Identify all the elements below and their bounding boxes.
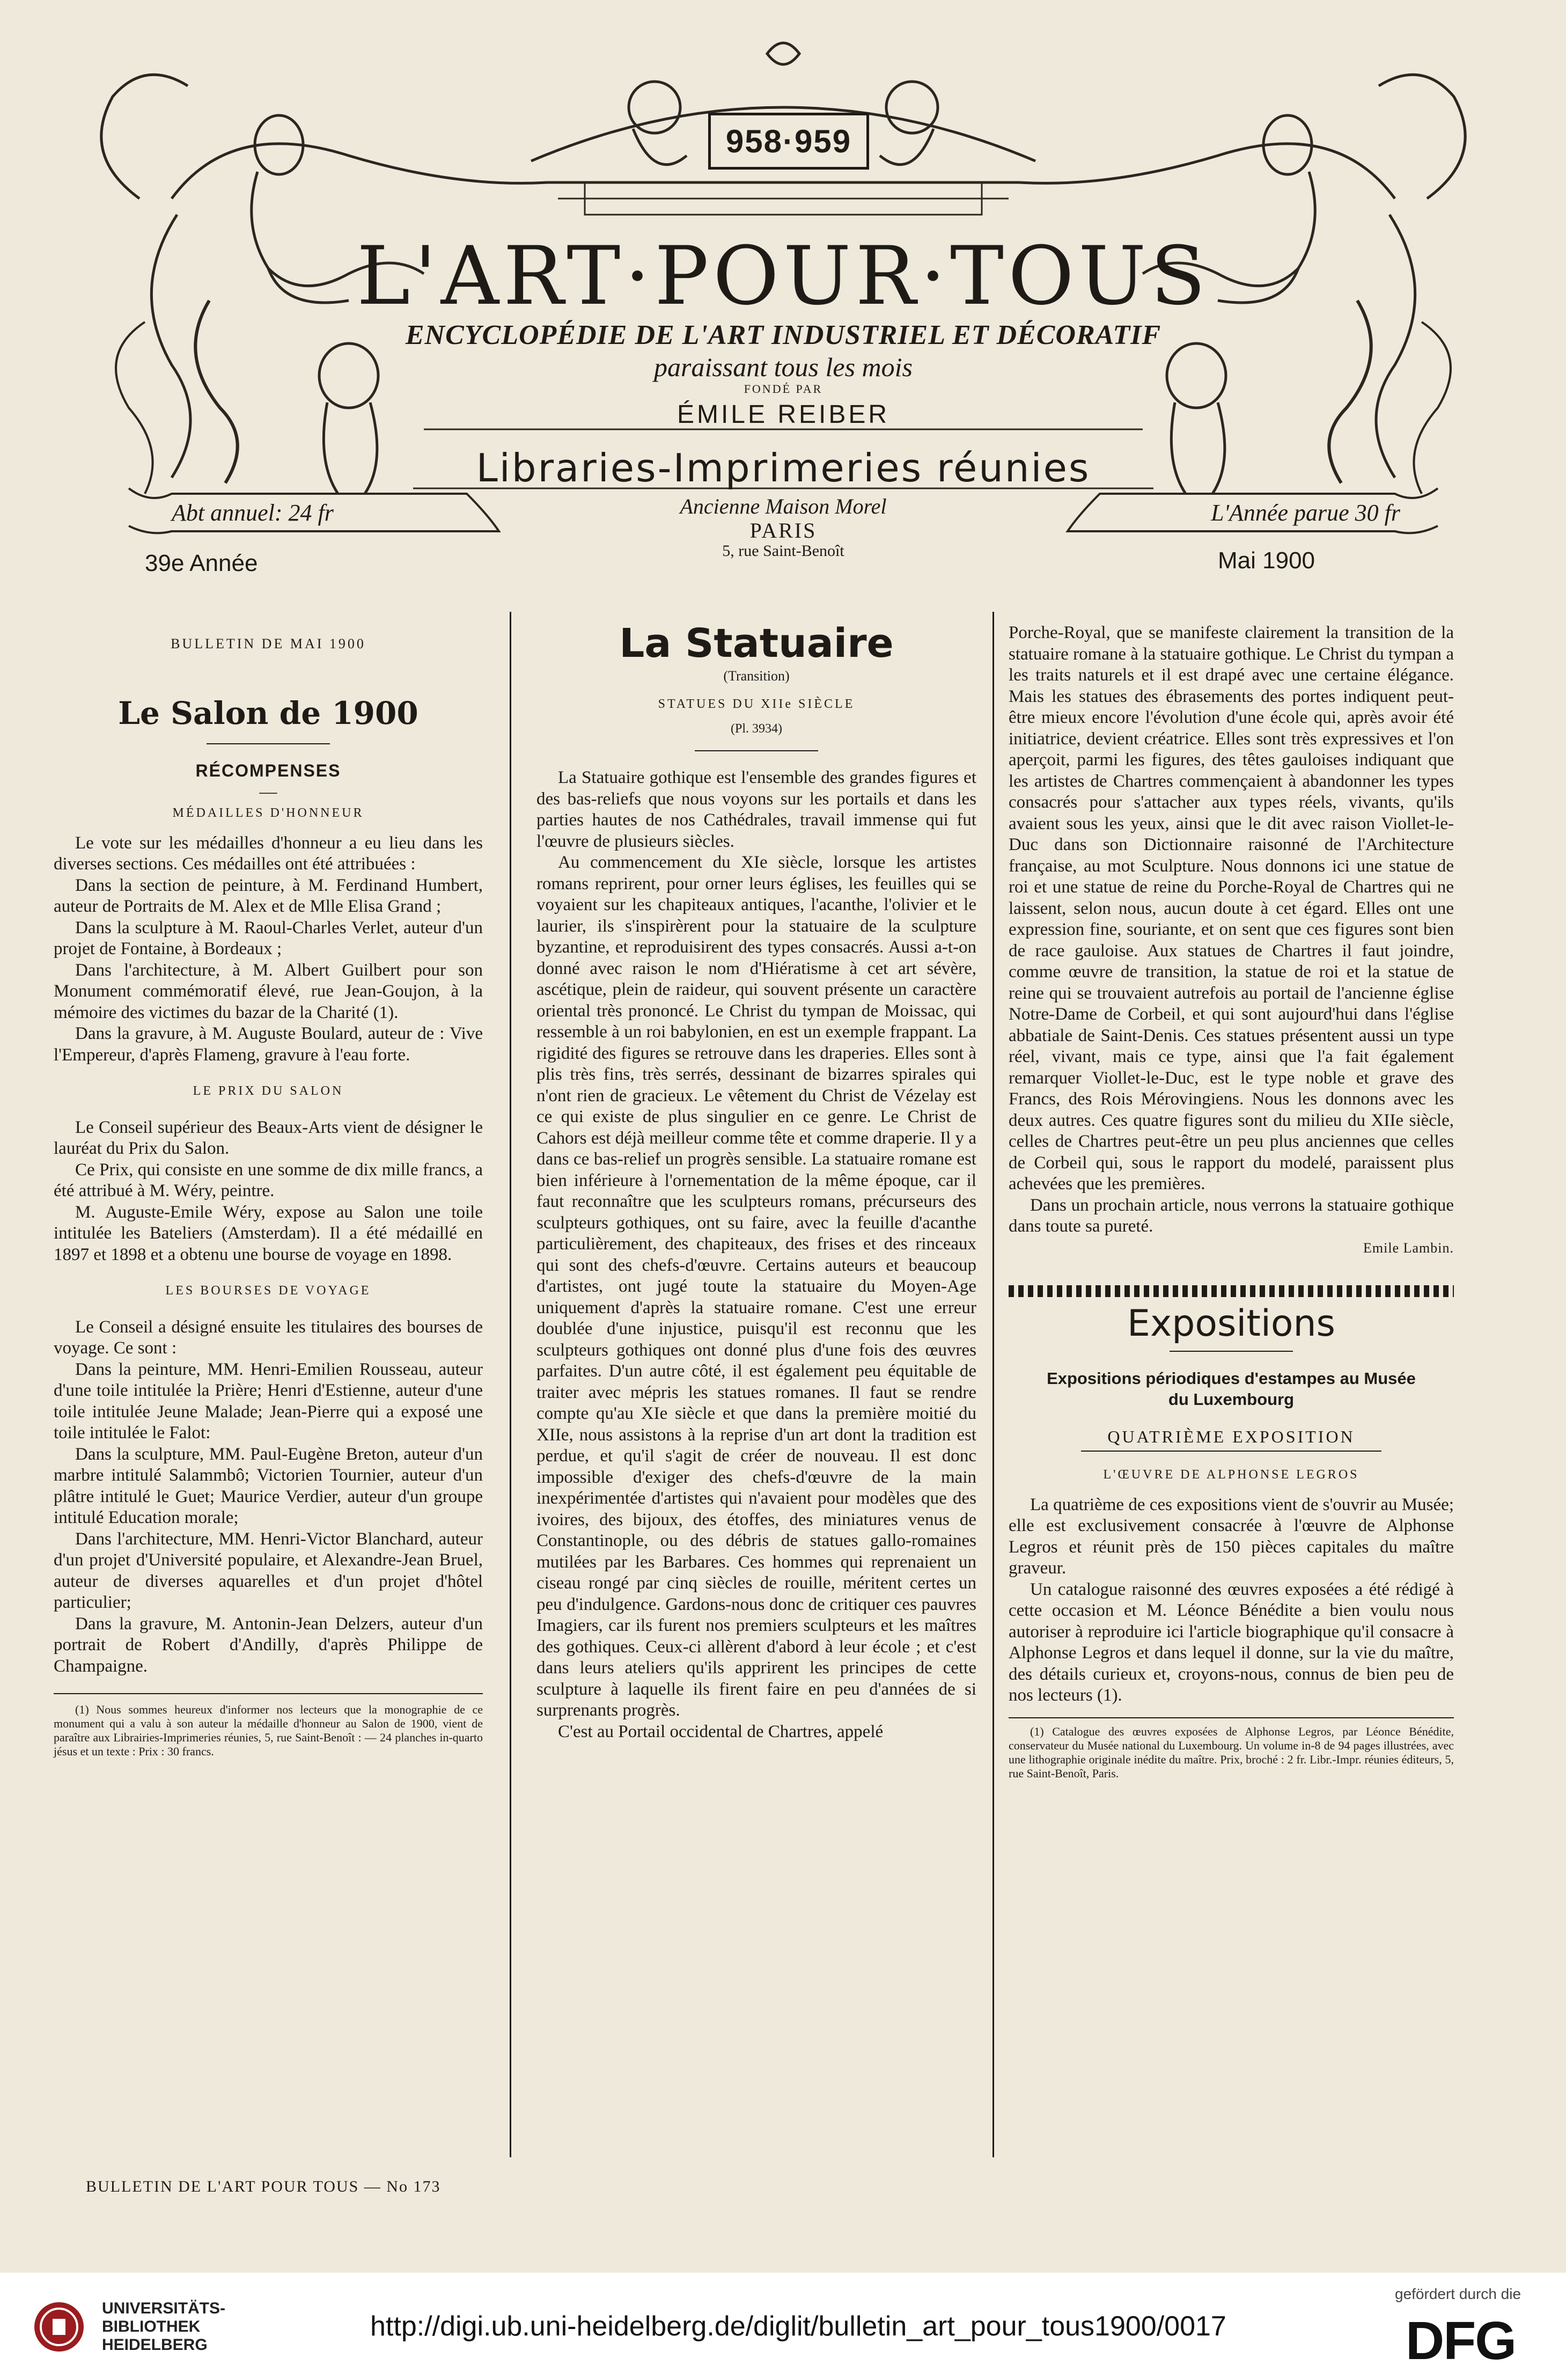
column-statuaire — [536, 620, 976, 1742]
paragraph: Dans la sculpture à M. Raoul-Charles Verlet, auteur d'un projet de Fontaine, à Bordeaux ; — [54, 918, 483, 958]
page-footer: BULLETIN DE L'ART POUR TOUS — No 173 — [86, 2178, 441, 2195]
paragraph: Le Conseil a désigné ensuite les titulaires des bourses de voyage. Ce sont : — [54, 1317, 483, 1358]
former-house: Ancienne Maison Morel — [680, 494, 887, 518]
article-heading-expositions: Expositions — [1127, 1302, 1335, 1345]
sub-prix: LE PRIX DU SALON — [193, 1084, 344, 1098]
publisher-name: Libraries-Imprimeries réunies — [476, 445, 1091, 490]
column-rule — [510, 612, 511, 2157]
paragraph: Dans la gravure, à M. Auguste Boulard, auteur de : Vive l'Empereur, d'après Flameng, gravure à l'eau forte. — [54, 1024, 483, 1065]
sub-medailles: MÉDAILLES D'HONNEUR — [172, 806, 364, 820]
heading-divider — [695, 750, 818, 751]
sub-bourses: LES BOURSES DE VOYAGE — [165, 1284, 371, 1298]
paragraph: Porche-Royal, que se manifeste clairement la transition de la statuaire romane à la statuaire gothique. Le Christ du tympan a les traits naturels et il est drapé avec une certaine élégance. Mais les statues des ébrasements des portes indiquent peut-être mieux encore l'évolution d'une école qui, après avoir été initiatrice, devient créatrice. Elles sont très expressives et l'on aperçoit, parmi les figures, des têtes gauloises indiquant que les artistes de Chartres commençaient à abandonner les types consacrés pour s'attacher aux types réels, vivants, qu'ils avaient sous les yeux, ainsi que le dit avec raison Viollet-le-Duc dans son Dictionnaire raisonné de l'Architecture française, au mot Sculpture. Nous donnons ici une statue de roi et une statue de reine du Porche-Royal de Chartres qui ne laissent, selon nous, aucun doute à cet égard. Elles ont une expression fine, souriante, et on sent que ces figures sont bien de race gauloise. Aux statues de Chartres il faut joindre, comme œuvre de transition, la statue de roi et la statue de reine qui se trouvaient autrefois au portail de l'ancienne église Notre-Dame de Corbeil, et qui sont aujourd'hui dans l'église abbatiale de Saint-Denis. Ces statues présentent aussi un type réel, vivant, mais ce type, ainsi que l'a fait également remarquer Viollet-le-Duc, est le type noble et grave des Francs, des Rois Mérovingiens. Nous les donnons avec les deux autres. Ces quatre figures sont du milieu du XIIe siècle, celles de Chartres peut-être un peu plus anciennes que celles de Corbeil qui, sous le rapport du modelé, paraissent plus achevées que les premières. — [1009, 623, 1454, 1193]
ornamental-divider — [1009, 1285, 1454, 1297]
founded-by-label: FONDÉ PAR — [744, 382, 823, 396]
issue-date: Mai 1900 — [1218, 547, 1315, 574]
heading-divider — [207, 743, 330, 744]
subheading-quatrieme: QUATRIÈME EXPOSITION — [1107, 1426, 1355, 1446]
footnote: (1) Catalogue des œuvres exposées de Alphonse Legros, par Léonce Bénédite, conservateur du Musée national du Luxembourg. Un volume in-8 de 94 pages illustrées, avec une lithographie originale inédite du maître. Prix, broché : 2 fr. Libr.-Impr. réunies éditeurs, 5, rue Saint-Benoît, Paris. — [1009, 1724, 1454, 1780]
paragraph: M. Auguste-Emile Wéry, expose au Salon une toile intitulée les Bateliers (Amsterdam). Il a été médaillé en 1897 et 1898 et a obtenu une bourse de voyage en 1898. — [54, 1202, 483, 1264]
paragraph: Dans la sculpture, MM. Paul-Eugène Breton, auteur d'un marbre intitulé Salammbô; Victorien Tournier, auteur d'un plâtre intitulé le Guet; Maurice Verdier, auteur d'un groupe intitulé Education morale; — [54, 1444, 483, 1527]
library-name-line: BIBLIOTHEK — [102, 2318, 201, 2335]
library-logo[interactable] — [32, 2300, 225, 2354]
paragraph: Dans un prochain article, nous verrons la statuaire gothique dans toute sa pureté. — [1009, 1195, 1454, 1236]
subheading-rule — [1081, 1451, 1381, 1452]
university-seal-icon — [32, 2300, 86, 2354]
paragraph: Ce Prix, qui consiste en une somme de dix mille francs, a été attribué à M. Wéry, peintre. — [54, 1160, 483, 1200]
footnote-rule — [54, 1693, 483, 1694]
volume-year: 39e Année — [145, 550, 258, 576]
paragraph: Au commencement du XIe siècle, lorsque les artistes romans reprirent, pour orner leurs églises, les feuilles qui se voyaient sur les chapiteaux antiques, l'acanthe, l'olivier et le laurier, ils s'inspirèrent pour la statuaire de la sculpture byzantine, et reproduisirent des types consacrés. Aussi a-t-on donné avec raison le nom d'Hiératisme à cet art sévère, ascétique, plein de raideur, qui souvent présente un caractère oriental très prononcé. Le Christ du tympan de Moissac, qui ressemble à un roi babylonien, en est un exemple frappant. La rigidité des figures se retrouve dans les draperies. Elles sont à plis très fins, très serrés, dessinant de bizarres spirales qui n'ont rien de gracieux. Le vêtement du Christ de Vézelay est ce qui existe de plus singulier en ce genre. Le Christ de Cahors est déjà meilleur comme tête et comme draperie. Il y a dans ce bas-relief un progrès sensible. La statuaire romane est bien inférieure à l'ornementation de la même époque, car il faut reconnaître que les sculpteurs romans, précurseurs des sculpteurs gothiques, ont su faire, avec la feuille d'acanthe particulièrement, des chapiteaux, des frises et des rinceaux qui sont des chefs-d'œuvre. Certains auteurs et beaucoup d'artistes, ont jugé toute la statuaire du Moyen-Age uniquement d'après la statuaire romane. C'est une erreur doublée d'une injustice, puisqu'il est reconnu que les sculpteurs gothiques ont donné plus d'une fois des œuvres parfaites. D'un autre côté, il est également peu équitable de traiter avec mépris les statues romanes. Il faut se rendre compte qu'au XIe siècle et que dans la première moitié du XIIe, nous assistons à la reprise d'un art dont la tradition est perdue, et qu'il s'agit de créer de nouveau. Il est donc impossible d'exiger des chefs-d'œuvre de la main inexpérimentée d'artistes qui n'avaient pour modèles que des ivoires, des bijoux, des étoffes, des miniatures venus de Constantinople, ou des débris de statues gallo-romaines mutilées par les Barbares. Ces hommes qui reprenaient un ciseau rongé par cinq siècles de rouille, méritent certes un peu d'indulgence. Gardons-nous donc de critiquer ces pauvres Imagiers, car ils furent nos premiers sculpteurs et les maîtres des gothiques. Ceux-ci allèrent d'abord à leur école ; et c'est dans leurs ateliers qu'ils apprirent les principes de cette sculpture à laquelle ils firent faire en peu d'années de si surprenants progrès. — [536, 853, 976, 1720]
source-url-link[interactable]: http://digi.ub.uni-heidelberg.de/diglit/bulletin_art_pour_tous1900/0017 — [370, 2311, 1226, 2342]
paragraph: Dans l'architecture, MM. Henri-Victor Blanchard, auteur d'un projet d'Université populaire, et Alexandre-Jean Bruel, auteur de diverses aquarelles et d'un projet d'hôtel particulier; — [54, 1529, 483, 1612]
masthead — [48, 21, 1518, 574]
publisher-city: PARIS — [749, 518, 817, 543]
plate-reference: (Pl. 3934) — [731, 721, 782, 736]
subtitle-statues: STATUES DU XIIe SIÈCLE — [658, 697, 855, 711]
library-name — [102, 2300, 225, 2354]
signature: Emile Lambin. — [1363, 1240, 1454, 1256]
bulletin-label: BULLETIN DE MAI 1900 — [171, 636, 366, 651]
publisher-address: 5, rue Saint-Benoît — [722, 542, 844, 560]
subheading-expositions: Expositions périodiques d'estampes au Musée du Luxembourg — [1047, 1368, 1416, 1409]
library-name-line: HEIDELBERG — [102, 2336, 208, 2354]
paragraph: C'est au Portail occidental de Chartres, appelé — [558, 1722, 884, 1741]
paragraph: Dans l'architecture, à M. Albert Guilbert pour son Monument commémoratif élevé, rue Jean-Goujon, à la mémoire des victimes du bazar de la Charité (1). — [54, 960, 483, 1022]
paragraph: La Statuaire gothique est l'ensemble des grandes figures et des bas-reliefs que nous voyons sur les portails et dans les parties hautes de nos Cathédrales, travail immense qui fut l'œuvre de plusieurs siècles. — [536, 768, 976, 851]
article-heading-statuaire: La Statuaire — [619, 620, 894, 667]
dfg-logo[interactable]: DFG — [1406, 2311, 1516, 2371]
footnote-rule — [1009, 1717, 1454, 1718]
column-rule — [992, 612, 994, 2157]
subheading-legros: L'ŒUVRE DE ALPHONSE LEGROS — [1103, 1468, 1359, 1482]
frequency-text: paraissant tous les mois — [653, 352, 913, 382]
dash: — — [259, 782, 277, 802]
paragraph: Dans la section de peinture, à M. Ferdinand Humbert, auteur de Portraits de M. Alex et de Mlle Elisa Grand ; — [54, 875, 483, 916]
digitization-bar — [0, 2273, 1566, 2380]
section-recompenses: RÉCOMPENSES — [195, 761, 341, 780]
back-year-ribbon: L'Année parue 30 fr — [1211, 499, 1400, 526]
heading-divider — [1170, 1351, 1293, 1352]
paragraph: Un catalogue raisonné des œuvres exposées a été rédigé à cette occasion et M. Léonce Bénédite a bien voulu nous autoriser à reproduire ici l'article biographique qu'il consacre à Alphonse Legros et dans lequel il donne, sur la vie du maître, des détails curieux et, croyons-nous, connus de bien peu de nos lecteurs (1). — [1009, 1579, 1454, 1705]
paragraph: Le vote sur les médailles d'honneur a eu lieu dans les diverses sections. Ces médailles ont été attribuées : — [54, 833, 483, 874]
column-salon — [54, 623, 483, 1759]
paragraph: Le Conseil supérieur des Beaux-Arts vient de désigner le lauréat du Prix du Salon. — [54, 1117, 483, 1158]
article-heading-salon: Le Salon de 1900 — [118, 694, 418, 731]
subtitle-transition: (Transition) — [723, 668, 790, 684]
journal-subtitle: ENCYCLOPÉDIE DE L'ART INDUSTRIEL ET DÉCORATIF — [405, 320, 1161, 350]
library-name-line: UNIVERSITÄTS- — [102, 2300, 226, 2317]
issue-number-box: 958·959 — [708, 113, 869, 170]
journal-title: L'ART·POUR·TOUS — [356, 230, 1210, 323]
paragraph: La quatrième de ces expositions vient de s'ouvrir au Musée; elle est exclusivement consacrée à l'œuvre de Alphonse Legros et réunit près de 150 pièces capitales du maître graveur. — [1009, 1495, 1454, 1578]
paragraph: Dans la peinture, MM. Henri-Emilien Rousseau, auteur d'une toile intitulée la Prière; Henri d'Estienne, auteur d'une toile intitulée Jeune Malade; Jean-Pierre qui a exposé une toile intitulée le Falot: — [54, 1359, 483, 1442]
sponsor-label: gefördert durch die — [1395, 2286, 1521, 2302]
footnote: (1) Nous sommes heureux d'informer nos lecteurs que la monographie de ce monument qui a valu à son auteur la médaille d'honneur au Salon de 1900, vient de paraître aux Librairies-Imprimeries réunies, 5, rue Saint-Benoît : — 24 planches in-quarto jésus et un texte : Prix : 30 francs. — [54, 1703, 483, 1758]
subscription-ribbon: Abt annuel: 24 fr — [172, 499, 334, 526]
column-right — [1009, 623, 1454, 1781]
paragraph: Dans la gravure, M. Antonin-Jean Delzers, auteur d'un portrait de Robert d'Andilly, d'après Philippe de Champaigne. — [54, 1614, 483, 1676]
founder-name: ÉMILE REIBER — [677, 400, 890, 429]
